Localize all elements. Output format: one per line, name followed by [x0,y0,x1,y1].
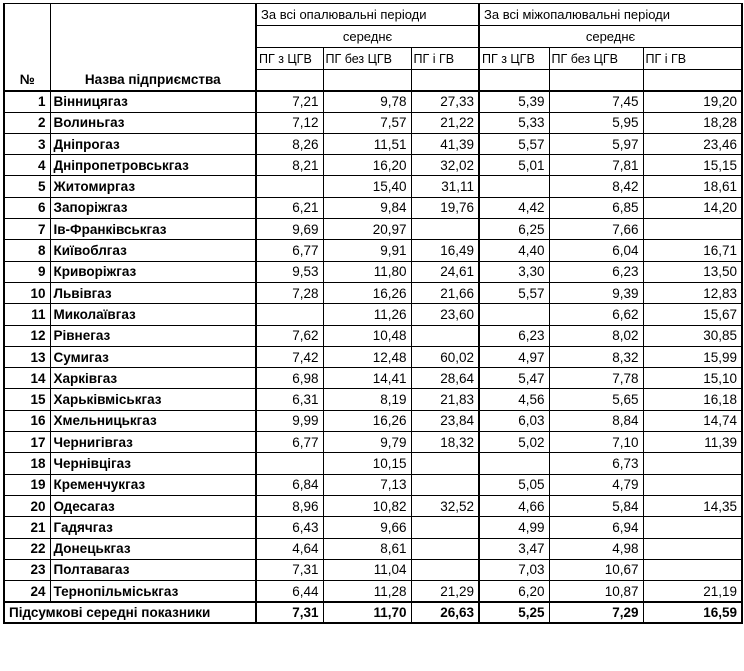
value-cell: 6,94 [549,517,643,538]
value-cell [643,517,742,538]
row-number: 21 [4,517,50,538]
name-header-spacer [50,4,256,26]
company-name: Сумигаз [50,346,256,367]
value-cell: 7,78 [549,368,643,389]
value-cell: 6,73 [549,453,643,474]
table-row [4,346,742,367]
table-row [4,176,742,197]
value-cell: 9,91 [323,240,411,261]
heating-average-header: середнє [256,26,479,48]
value-cell [411,453,479,474]
value-cell: 11,26 [323,304,411,325]
value-cell: 16,49 [411,240,479,261]
value-cell: 30,85 [643,325,742,346]
value-cell [256,453,323,474]
value-cell: 9,79 [323,432,411,453]
value-cell: 16,18 [643,389,742,410]
value-cell: 21,29 [411,581,479,602]
value-cell: 21,66 [411,282,479,303]
value-cell: 7,31 [256,559,323,580]
value-cell [411,538,479,559]
value-cell: 21,19 [643,581,742,602]
value-cell: 9,66 [323,517,411,538]
row-number: 5 [4,176,50,197]
table-row [4,304,742,325]
value-cell: 16,20 [323,155,411,176]
table-row [4,495,742,516]
totals-value: 16,59 [643,602,742,623]
value-cell: 23,60 [411,304,479,325]
row-number: 7 [4,219,50,240]
company-name: Одесагаз [50,495,256,516]
value-cell [411,219,479,240]
subheader-nonheating-without-cgv: ПГ без ЦГВ [549,48,643,70]
value-cell: 6,31 [256,389,323,410]
value-cell: 41,39 [411,133,479,154]
value-cell: 11,39 [643,432,742,453]
value-cell: 8,32 [549,346,643,367]
value-cell: 7,28 [256,282,323,303]
value-cell: 7,66 [549,219,643,240]
company-name: Хмельницькгаз [50,410,256,431]
value-cell: 6,23 [479,325,549,346]
company-name: Гадячгаз [50,517,256,538]
value-cell: 12,48 [323,346,411,367]
value-cell: 16,71 [643,240,742,261]
company-name: Київоблгаз [50,240,256,261]
value-cell: 7,21 [256,91,323,112]
value-cell: 7,12 [256,112,323,133]
row-number: 19 [4,474,50,495]
value-cell: 14,41 [323,368,411,389]
value-cell: 21,22 [411,112,479,133]
totals-value: 11,70 [323,602,411,623]
subheader-heating-without-cgv: ПГ без ЦГВ [323,48,411,70]
value-cell [411,474,479,495]
value-cell: 4,64 [256,538,323,559]
value-cell: 16,26 [323,282,411,303]
value-cell: 10,15 [323,453,411,474]
value-cell [411,517,479,538]
value-cell: 9,78 [323,91,411,112]
value-cell: 28,64 [411,368,479,389]
value-cell: 10,87 [549,581,643,602]
value-cell: 5,84 [549,495,643,516]
value-cell: 19,20 [643,91,742,112]
no-header-spacer [4,4,50,26]
value-cell: 11,28 [323,581,411,602]
value-cell [643,559,742,580]
value-cell: 8,21 [256,155,323,176]
value-cell: 9,39 [549,282,643,303]
value-cell: 27,33 [411,91,479,112]
value-cell: 15,15 [643,155,742,176]
value-cell: 4,98 [549,538,643,559]
company-name: Волиньгаз [50,112,256,133]
subheader-heating-with-cgv: ПГ з ЦГВ [256,48,323,70]
value-cell: 6,04 [549,240,643,261]
non-heating-average-header: середнє [479,26,742,48]
heating-period-header: За всі опалювальні періоди [256,4,479,26]
value-cell: 9,69 [256,219,323,240]
value-cell: 23,84 [411,410,479,431]
value-cell: 7,81 [549,155,643,176]
row-number: 2 [4,112,50,133]
value-cell: 9,99 [256,410,323,431]
value-cell: 6,43 [256,517,323,538]
table-row [4,91,742,112]
value-cell: 6,85 [549,197,643,218]
company-name: Чернівцігаз [50,453,256,474]
value-cell: 4,97 [479,346,549,367]
company-name: Харьківміськгаз [50,389,256,410]
value-cell: 21,83 [411,389,479,410]
value-cell: 8,84 [549,410,643,431]
value-cell: 6,20 [479,581,549,602]
value-cell: 5,57 [479,133,549,154]
company-name: Ів-Франківськгаз [50,219,256,240]
value-cell: 7,13 [323,474,411,495]
company-name: Полтавагаз [50,559,256,580]
company-name: Харківгаз [50,368,256,389]
row-number: 22 [4,538,50,559]
value-cell: 5,33 [479,112,549,133]
row-number: 9 [4,261,50,282]
value-cell [411,559,479,580]
company-name: Рівнегаз [50,325,256,346]
table-row [4,282,742,303]
table-row [4,368,742,389]
value-cell: 7,10 [549,432,643,453]
value-cell: 6,77 [256,432,323,453]
value-cell: 6,23 [549,261,643,282]
value-cell: 8,61 [323,538,411,559]
table-row [4,389,742,410]
value-cell: 14,74 [643,410,742,431]
value-cell: 15,40 [323,176,411,197]
value-cell: 6,03 [479,410,549,431]
table-row [4,155,742,176]
row-number: 10 [4,282,50,303]
value-cell [643,474,742,495]
value-cell: 11,51 [323,133,411,154]
company-name: Тернопільміськгаз [50,581,256,602]
value-cell: 4,56 [479,389,549,410]
value-cell [479,304,549,325]
row-number: 18 [4,453,50,474]
row-number: 20 [4,495,50,516]
value-cell: 15,10 [643,368,742,389]
subheader-heating-with-gv: ПГ і ГВ [411,48,479,70]
value-cell: 8,02 [549,325,643,346]
table-row [4,538,742,559]
value-cell: 15,67 [643,304,742,325]
value-cell: 60,02 [411,346,479,367]
totals-value: 26,63 [411,602,479,623]
company-name: Дніпрогаз [50,133,256,154]
value-cell: 7,42 [256,346,323,367]
table-row [4,432,742,453]
number-column-header: № [4,70,50,91]
subheader-nonheating-with-cgv: ПГ з ЦГВ [479,48,549,70]
value-cell [643,219,742,240]
row-number: 17 [4,432,50,453]
value-cell: 5,39 [479,91,549,112]
value-cell: 15,99 [643,346,742,367]
totals-value: 7,29 [549,602,643,623]
value-cell: 5,05 [479,474,549,495]
value-cell: 32,52 [411,495,479,516]
value-cell: 4,42 [479,197,549,218]
value-cell: 6,25 [479,219,549,240]
value-cell: 6,62 [549,304,643,325]
table-row [4,453,742,474]
value-cell: 3,30 [479,261,549,282]
row-number: 8 [4,240,50,261]
company-name: Донецькгаз [50,538,256,559]
value-cell: 18,28 [643,112,742,133]
value-cell [479,176,549,197]
value-cell: 8,96 [256,495,323,516]
company-name: Чернигівгаз [50,432,256,453]
value-cell: 14,35 [643,495,742,516]
company-name: Криворіжгаз [50,261,256,282]
totals-value: 5,25 [479,602,549,623]
value-cell: 5,01 [479,155,549,176]
value-cell: 12,83 [643,282,742,303]
row-number: 3 [4,133,50,154]
value-cell: 20,97 [323,219,411,240]
table-row [4,197,742,218]
value-cell: 4,79 [549,474,643,495]
value-cell: 8,19 [323,389,411,410]
value-cell: 23,46 [643,133,742,154]
value-cell: 8,42 [549,176,643,197]
row-number: 23 [4,559,50,580]
table-row [4,261,742,282]
table-row [4,112,742,133]
row-number: 15 [4,389,50,410]
value-cell: 10,48 [323,325,411,346]
value-cell: 18,32 [411,432,479,453]
value-cell: 4,40 [479,240,549,261]
table-row [4,559,742,580]
value-cell: 7,03 [479,559,549,580]
company-name: Кременчукгаз [50,474,256,495]
table-row [4,240,742,261]
value-cell: 24,61 [411,261,479,282]
value-cell: 11,80 [323,261,411,282]
table-row [4,581,742,602]
company-name: Запоріжгаз [50,197,256,218]
company-name: Миколаївгаз [50,304,256,325]
value-cell: 4,99 [479,517,549,538]
row-number: 4 [4,155,50,176]
value-cell: 13,50 [643,261,742,282]
company-name: Львівгаз [50,282,256,303]
value-cell: 10,82 [323,495,411,516]
value-cell: 7,45 [549,91,643,112]
company-name: Дніпропетровськгаз [50,155,256,176]
value-cell [479,453,549,474]
value-cell: 16,26 [323,410,411,431]
value-cell: 31,11 [411,176,479,197]
value-cell: 11,04 [323,559,411,580]
value-cell [256,304,323,325]
gas-consumption-table [3,3,743,624]
value-cell: 9,84 [323,197,411,218]
non-heating-period-header: За всі міжопалювальні періоди [479,4,742,26]
value-cell: 14,20 [643,197,742,218]
value-cell: 6,77 [256,240,323,261]
value-cell [643,453,742,474]
value-cell: 19,76 [411,197,479,218]
subheader-nonheating-with-gv: ПГ і ГВ [643,48,742,70]
value-cell [411,325,479,346]
value-cell [256,176,323,197]
table-row [4,133,742,154]
row-number: 14 [4,368,50,389]
row-number: 24 [4,581,50,602]
table-row [4,517,742,538]
value-cell: 4,66 [479,495,549,516]
value-cell: 6,21 [256,197,323,218]
company-name: Житомиргаз [50,176,256,197]
row-number: 6 [4,197,50,218]
value-cell: 5,97 [549,133,643,154]
value-cell: 5,02 [479,432,549,453]
value-cell: 7,62 [256,325,323,346]
company-name-column-header: Назва підприємства [50,70,256,91]
table-row [4,219,742,240]
row-number: 1 [4,91,50,112]
table-row [4,410,742,431]
value-cell: 5,47 [479,368,549,389]
value-cell: 32,02 [411,155,479,176]
value-cell: 6,84 [256,474,323,495]
table-row [4,474,742,495]
company-name: Вінницягаз [50,91,256,112]
value-cell: 7,57 [323,112,411,133]
value-cell: 5,95 [549,112,643,133]
row-number: 13 [4,346,50,367]
totals-value: 7,31 [256,602,323,623]
value-cell: 6,98 [256,368,323,389]
value-cell [643,538,742,559]
value-cell: 18,61 [643,176,742,197]
value-cell: 5,57 [479,282,549,303]
value-cell: 5,65 [549,389,643,410]
row-number: 12 [4,325,50,346]
totals-label: Підсумкові середні показники [4,602,256,623]
value-cell: 10,67 [549,559,643,580]
row-number: 16 [4,410,50,431]
value-cell: 6,44 [256,581,323,602]
value-cell: 9,53 [256,261,323,282]
value-cell: 3,47 [479,538,549,559]
row-number: 11 [4,304,50,325]
value-cell: 8,26 [256,133,323,154]
table-row [4,325,742,346]
